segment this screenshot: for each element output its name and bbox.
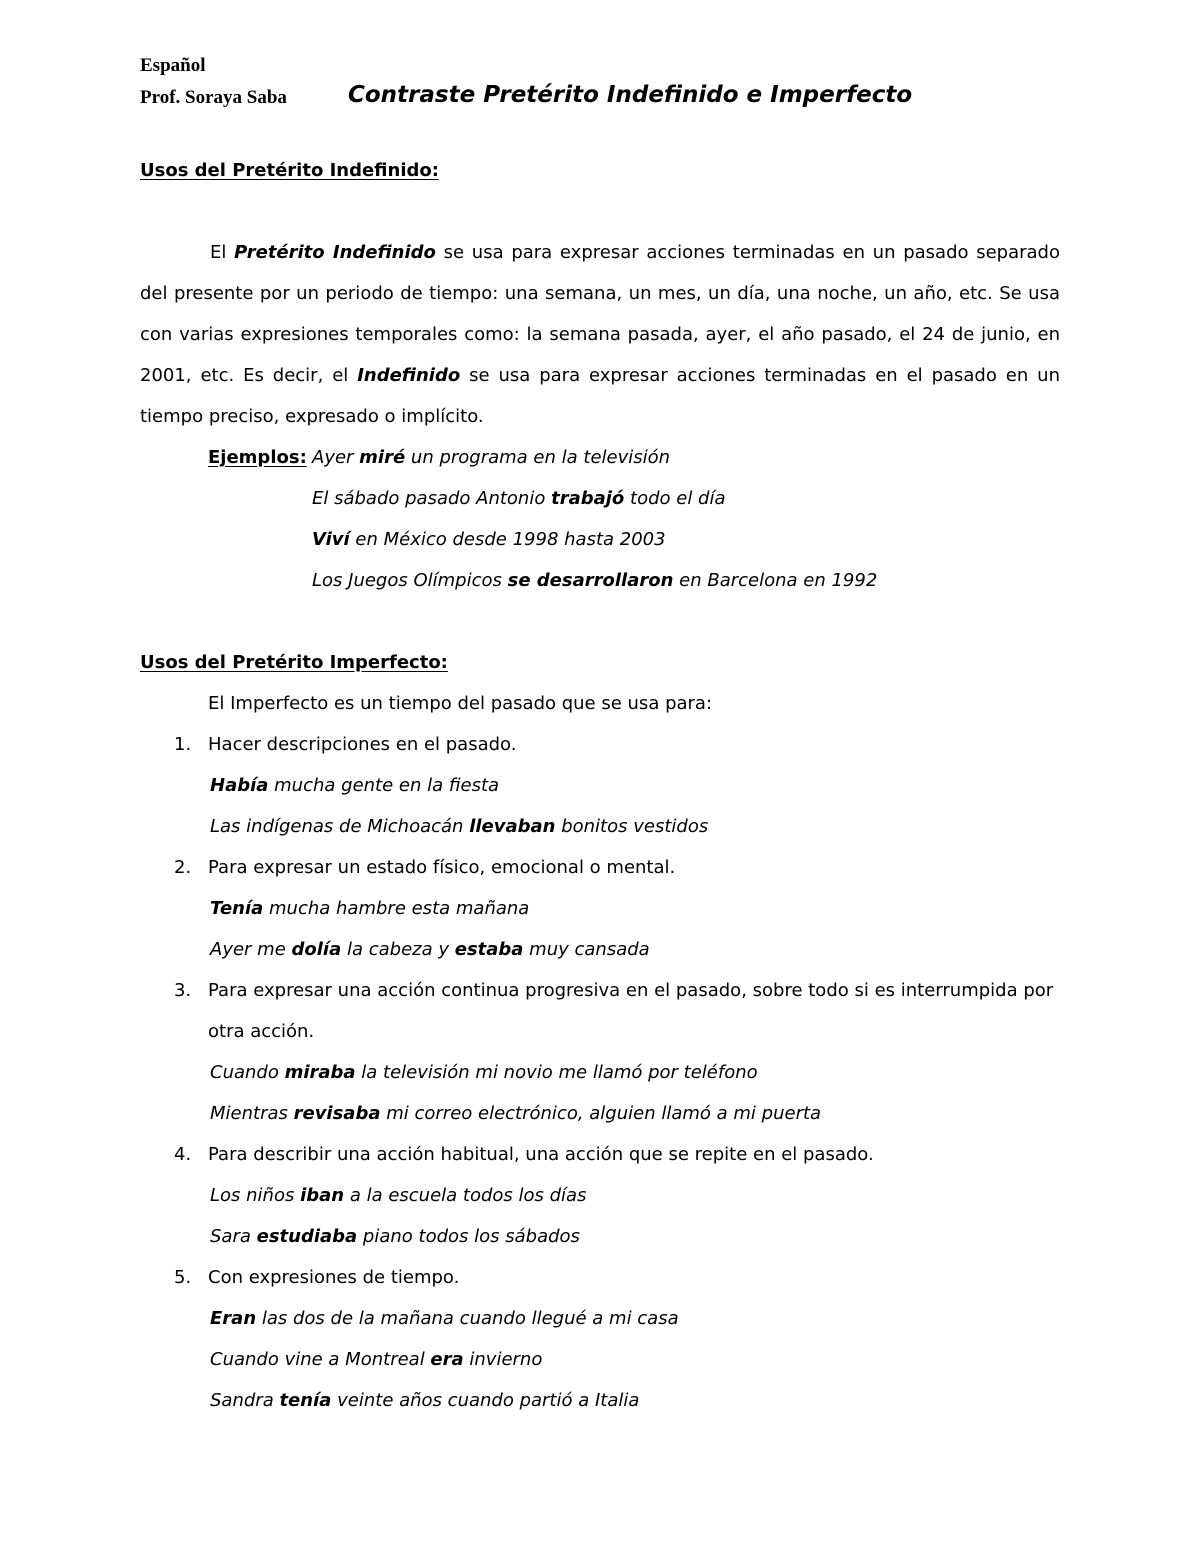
example-line: Las indígenas de Michoacán llevaban bonitos vestidos bbox=[210, 816, 709, 837]
section-heading-imperfecto: Usos del Pretérito Imperfecto: bbox=[140, 652, 448, 673]
example-line: Los Juegos Olímpicos se desarrollaron en Barcelona en 1992 bbox=[312, 570, 878, 591]
example-line: El sábado pasado Antonio trabajó todo el día bbox=[312, 488, 726, 509]
example-line: Eran las dos de la mañana cuando llegué a mi casa bbox=[210, 1308, 679, 1329]
example-line: Viví en México desde 1998 hasta 2003 bbox=[312, 529, 666, 550]
section-heading-indefinido: Usos del Pretérito Indefinido: bbox=[140, 160, 439, 181]
professor-name: Prof. Soraya Saba bbox=[140, 87, 287, 108]
example-line: Había mucha gente en la fiesta bbox=[210, 775, 500, 796]
list-item-text: Hacer descripciones en el pasado. bbox=[208, 734, 517, 755]
list-item-text: Con expresiones de tiempo. bbox=[208, 1267, 460, 1288]
list-number: 2. bbox=[174, 857, 192, 878]
list-item-text-continued: otra acción. bbox=[208, 1021, 315, 1042]
paragraph-text: se usa para expresar acciones terminadas en el pasado en un tiempo preciso, expresado o implícito. bbox=[140, 365, 1060, 427]
example-line: Sara estudiaba piano todos los sábados bbox=[210, 1226, 580, 1247]
paragraph-emphasis: Pretérito Indefinido bbox=[234, 242, 436, 263]
example-line: Cuando vine a Montreal era invierno bbox=[210, 1349, 543, 1370]
list-item-text: Para expresar una acción continua progresiva en el pasado, sobre todo si es interrumpida por bbox=[208, 980, 1054, 1001]
example-line: Tenía mucha hambre esta mañana bbox=[210, 898, 530, 919]
list-number: 4. bbox=[174, 1144, 192, 1165]
list-item-text: Para describir una acción habitual, una acción que se repite en el pasado. bbox=[208, 1144, 874, 1165]
list-item-text: Para expresar un estado físico, emocional o mental. bbox=[208, 857, 676, 878]
paragraph-text: se usa para expresar acciones terminadas en un pasado separado del presente por un periodo de tiempo: una semana, un mes, un día, una noche, un año, etc. Se usa con varias expresiones temporales como: la semana pasada, ayer, el año pasado, el 24 de junio, en 2001, etc. Es decir, el bbox=[140, 242, 1060, 386]
list-number: 5. bbox=[174, 1267, 192, 1288]
paragraph-emphasis: Indefinido bbox=[357, 365, 461, 386]
example-line: Ayer miré un programa en la televisión bbox=[312, 447, 671, 468]
document-title: Contraste Pretérito Indefinido e Imperfecto bbox=[348, 82, 913, 108]
paragraph-text: El bbox=[210, 242, 235, 263]
examples-label: Ejemplos: bbox=[208, 447, 307, 468]
example-line: Mientras revisaba mi correo electrónico, alguien llamó a mi puerta bbox=[210, 1103, 822, 1124]
example-line: Sandra tenía veinte años cuando partió a Italia bbox=[210, 1390, 640, 1411]
indefinido-paragraph bbox=[140, 232, 1060, 437]
example-line: Ayer me dolía la cabeza y estaba muy cansada bbox=[210, 939, 650, 960]
list-number: 1. bbox=[174, 734, 192, 755]
example-line: Los niños iban a la escuela todos los días bbox=[210, 1185, 587, 1206]
subject-label: Español bbox=[140, 55, 206, 76]
example-line: Cuando miraba la televisión mi novio me llamó por teléfono bbox=[210, 1062, 758, 1083]
list-number: 3. bbox=[174, 980, 192, 1001]
imperfecto-intro: El Imperfecto es un tiempo del pasado que se usa para: bbox=[208, 693, 713, 714]
